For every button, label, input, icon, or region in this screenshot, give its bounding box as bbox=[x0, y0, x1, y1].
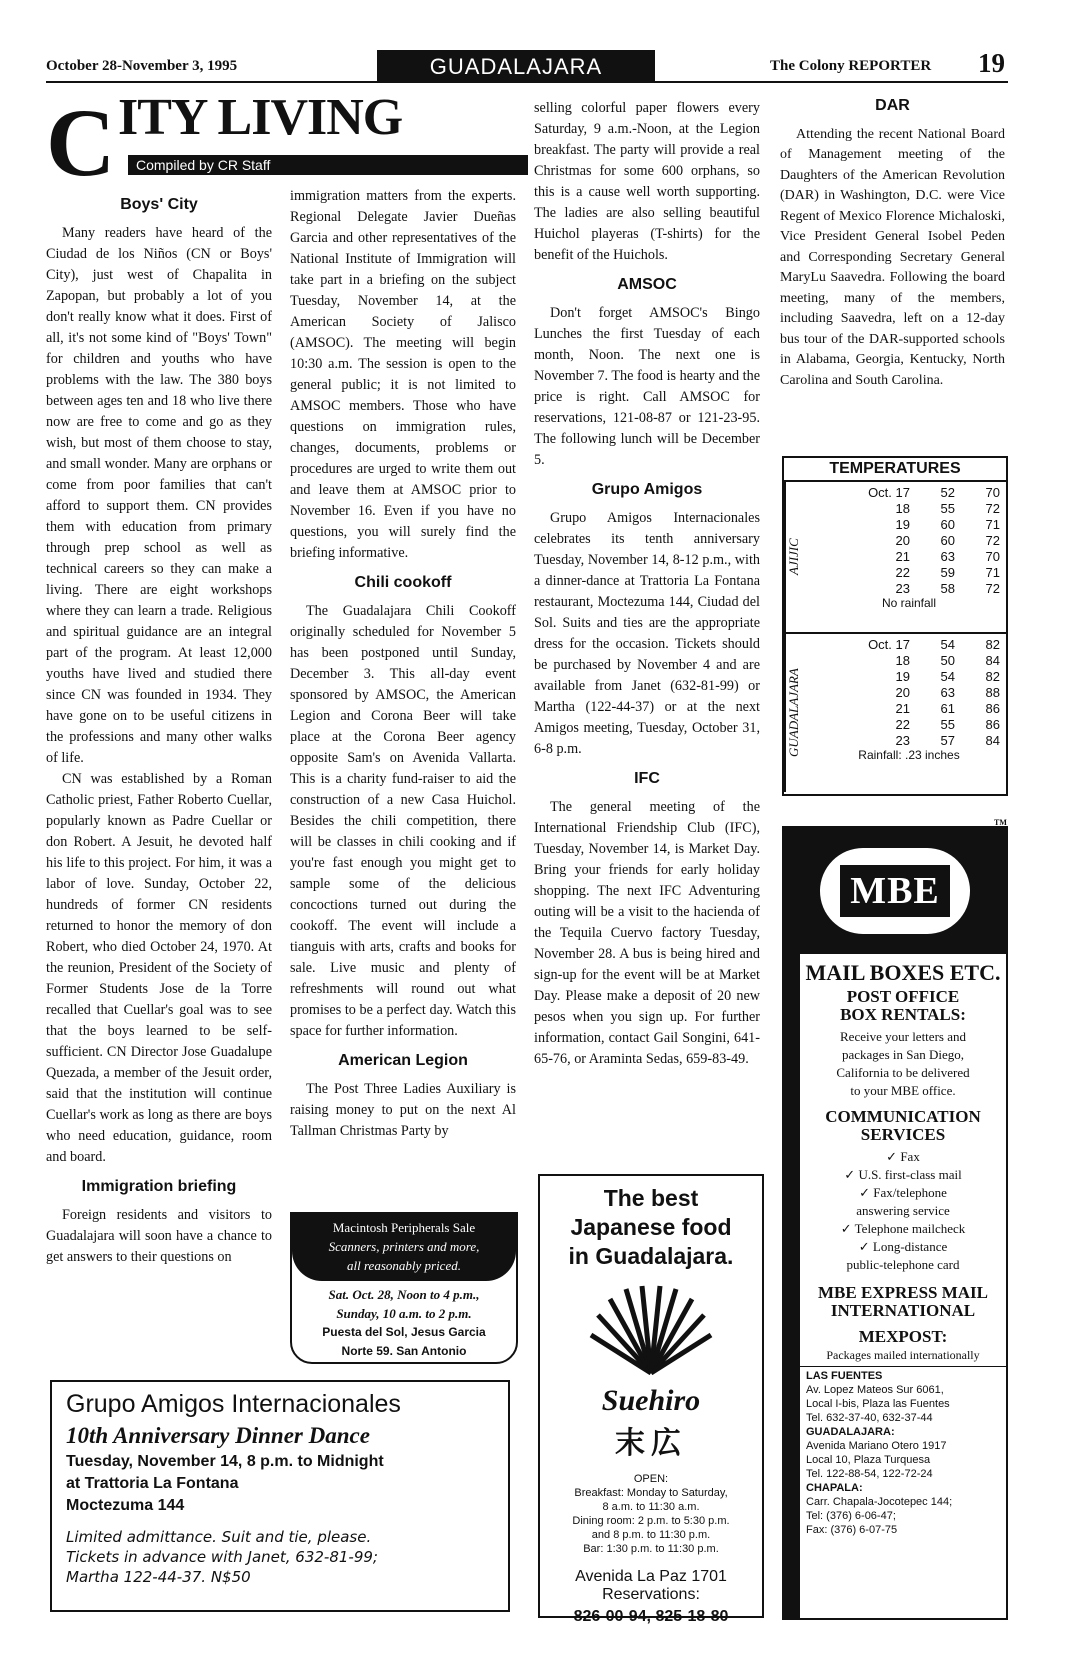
mbe-service: answering service bbox=[856, 1203, 950, 1218]
issue-date: October 28-November 3, 1995 bbox=[46, 58, 238, 74]
sushi-kanji: 末広 bbox=[615, 1427, 687, 1460]
mbe-service: public-telephone card bbox=[846, 1257, 960, 1272]
temperature-date: 23 bbox=[895, 580, 910, 596]
temperature-high: 70 bbox=[985, 484, 1000, 500]
temperature-high: 72 bbox=[985, 500, 1000, 516]
paragraph: CN was established by a Roman Catholic priest, Father Roberto Cuellar, popularly known as Padre Cuellar or don Robert. A Jesuit, he devoted half his life to this project. For him, it was a labor of love. Sunday, October 22, hundreds of former CN residents returned to honor the memory of don Robert, who died October 24, 1970. At the reunion, President of the Society of Former Students Jose de la Torre recalled that Cuellar's goal was to see that the boys learned to be self-sufficient. CN Director Jose Guadalupe Quezada, a member of the Jesuit order, said that the institution will continue Cuellar's work as long as there are boys who need education, guidance, room and board. bbox=[46, 771, 272, 1165]
grupo-ad-line: Tuesday, November 14, 8 p.m. to Midnight bbox=[66, 1453, 384, 1470]
hours-line: Bar: 1:30 p.m. to 11:30 p.m. bbox=[583, 1543, 719, 1555]
temperature-low: 54 bbox=[940, 668, 955, 684]
temperature-high: 70 bbox=[985, 548, 1000, 564]
temperature-high: 71 bbox=[985, 564, 1000, 580]
temperature-date: 18 bbox=[895, 500, 910, 516]
mac-ad-banner bbox=[292, 1214, 516, 1281]
temperature-date: 20 bbox=[895, 684, 910, 700]
section-title: ITY LIVING bbox=[118, 89, 403, 146]
header-rule bbox=[46, 81, 1008, 83]
mbe-head: MEXPOST: bbox=[858, 1327, 948, 1346]
mbe-service: ✓ Fax/telephone bbox=[859, 1185, 947, 1200]
hours-line: 8 a.m. to 11:30 a.m. bbox=[602, 1501, 700, 1513]
mbe-text: packages in San Diego, bbox=[841, 1047, 965, 1062]
heading-ifc: IFC bbox=[634, 770, 660, 787]
temperature-date: 18 bbox=[895, 652, 910, 668]
temperature-date: 22 bbox=[895, 564, 910, 580]
mbe-address-line: Tel: (376) 6-06-47; bbox=[806, 1510, 896, 1522]
sushi-head-line: in Guadalajara. bbox=[568, 1243, 734, 1269]
temperature-low: 55 bbox=[940, 716, 955, 732]
temperature-row bbox=[814, 484, 1004, 500]
temperature-row bbox=[814, 700, 1004, 716]
mbe-head: POST OFFICE bbox=[846, 987, 960, 1006]
grupo-ad-title: Grupo Amigos Internacionales bbox=[66, 1390, 401, 1418]
grupo-ad-italic bbox=[66, 1527, 494, 1587]
sushi-phones: 826-00-94, 825-18-80 bbox=[573, 1608, 729, 1625]
temperature-date: 21 bbox=[895, 700, 910, 716]
temperature-low: 58 bbox=[940, 580, 955, 596]
paragraph: Many readers have heard of the Ciudad de los Niños (CN or Boys' City), just west of Chapalita in Zapopan, but probably a lot of you don't really know what it does. First of all, it's not some kind of "Boys' Town" for children and youths who have problems with the law. The 380 boys between ages ten and 18 who live there now are free to come and go as they wish, but most of them choose to stay, and small wonder. Many are orphans or come from poor families that can't afford to support them. CN provides them with education from primary through prep school as well as technical careers so they can make a living. There are eight workshops where they can learn a trade. Religious and spiritual guidance are an integral part of the program. At least 12,000 youths have lived and studied there since CN was founded in 1934. They have gone on to be useful citizens in the professions and many other walks of life. bbox=[46, 225, 272, 766]
column-2 bbox=[290, 186, 516, 1142]
heading-chili: Chili cookoff bbox=[354, 574, 452, 591]
mbe-logo-band bbox=[784, 828, 1006, 954]
temperature-date: 20 bbox=[895, 532, 910, 548]
hours-line: Dining room: 2 p.m. to 5:30 p.m. bbox=[572, 1515, 730, 1527]
paragraph: immigration matters from the experts. Regional Delegate Javier Dueñas Garcia and other representatives of the National Institute of Immigration will take part in a briefing on the subject Tuesday, November 14, at the American Society of Jalisco (AMSOC). The meeting will begin 10:30 a.m. The session is open to the general public; it is not limited to AMSOC members. Those who have questions on immigration rules, changes, documents, problems or procedures are urged to write them out and leave them at AMSOC prior to November 16. Even if you have no questions, you will surely find the briefing informative. bbox=[290, 188, 516, 561]
mac-ad-line: Macintosh Peripherals Sale bbox=[332, 1220, 476, 1235]
mbe-address-line: Local 10, Plaza Turquesa bbox=[806, 1454, 931, 1466]
temperature-row bbox=[814, 732, 1004, 748]
mbe-text: Packages mailed internationally bbox=[800, 1346, 1006, 1367]
mbe-text: Receive your letters and bbox=[840, 1029, 966, 1044]
mbe-service: ✓ Fax bbox=[886, 1149, 920, 1164]
hours-line: Breakfast: Monday to Saturday, bbox=[574, 1487, 728, 1499]
heading-amsoc: AMSOC bbox=[617, 276, 677, 293]
mbe-branch: GUADALAJARA: bbox=[806, 1426, 895, 1438]
temperature-low: 57 bbox=[940, 732, 955, 748]
mbe-addresses bbox=[800, 1367, 1006, 1539]
column-4 bbox=[780, 96, 1005, 391]
temperature-high: 84 bbox=[985, 732, 1000, 748]
mbe-head: MBE EXPRESS MAIL bbox=[817, 1283, 989, 1302]
page-number: 19 bbox=[978, 48, 1005, 78]
temperature-low: 54 bbox=[940, 636, 955, 652]
ajijic-note: No rainfall bbox=[881, 596, 937, 610]
temperature-low: 63 bbox=[940, 684, 955, 700]
paragraph: The general meeting of the International Friendship Club (IFC), Tuesday, November 14, is Market Day. Bring your friends for early holiday shopping. The next IFC Adventuring outing will be a visit to the hacienda of the Tequila Cuervo factory Tuesday, November 28. A bus is being hired and sign-up for the event will be at Market Day. Please make a deposit of 20 new pesos when you sign up. For further information, contact Gail Songini, 641-65-76, or Araminta Sedas, 659-83-49. bbox=[534, 799, 760, 1067]
temperature-high: 82 bbox=[985, 636, 1000, 652]
temperature-row bbox=[814, 532, 1004, 548]
temperature-low: 50 bbox=[940, 652, 955, 668]
mbe-address-line: Tel. 122-88-54, 122-72-24 bbox=[806, 1468, 933, 1480]
guadalajara-block bbox=[784, 634, 1006, 792]
byline-bar: Compiled by CR Staff bbox=[128, 155, 528, 175]
sushi-head-line: Japanese food bbox=[570, 1214, 732, 1240]
ajijic-table bbox=[814, 484, 1004, 596]
temperature-high: 86 bbox=[985, 700, 1000, 716]
sushi-reservations: Reservations: bbox=[602, 1586, 700, 1603]
hours-line: and 8 p.m. to 11:30 p.m. bbox=[591, 1529, 711, 1541]
paragraph: Attending the recent National Board of Management meeting of the Daughters of the American Revolution (DAR) in Washington, D.C. were Vice Regent of Mexico Florence Michaloski, Vice President General Isobel Peden and Corresponding Secretary General MaryLu Saavedra. Following the board meeting, many of the members, including Saavedra, left on a 12-day bus tour of the DAR-supported schools in Alabama, Georgia, Kentucky, North Carolina and South Carolina. bbox=[780, 126, 1005, 388]
hours-line: OPEN: bbox=[633, 1473, 669, 1485]
temperature-low: 63 bbox=[940, 548, 955, 564]
mbe-logo bbox=[820, 848, 970, 934]
temperature-high: 84 bbox=[985, 652, 1000, 668]
temperature-low: 55 bbox=[940, 500, 955, 516]
mbe-address-line: Local I-bis, Plaza las Fuentes bbox=[806, 1398, 950, 1410]
temperature-date: 21 bbox=[895, 548, 910, 564]
mac-ad-line: Sat. Oct. 28, Noon to 4 p.m., bbox=[328, 1287, 480, 1302]
paragraph: Foreign residents and visitors to Guadalajara will soon have a chance to get answers to their questions on bbox=[46, 1207, 272, 1265]
grupo-ad-note: Tickets in advance with Janet, 632-81-99; bbox=[66, 1548, 378, 1566]
paragraph: Don't forget AMSOC's Bingo Lunches the first Tuesday of each month, Noon. The next one is November 7. The food is hearty and the price is right. Call AMSOC for reservations, 121-08-87 or 121-23-95. The following lunch will be December 5. bbox=[534, 305, 760, 468]
mbe-head: BOX RENTALS: bbox=[840, 1005, 966, 1024]
temperature-row bbox=[814, 716, 1004, 732]
mac-ad-line: Scanners, printers and more, bbox=[328, 1239, 480, 1254]
temperature-date: Oct. 17 bbox=[868, 636, 910, 652]
mbe-address-line: Fax: (376) 6-07-75 bbox=[806, 1524, 898, 1536]
temperature-row bbox=[814, 684, 1004, 700]
ajijic-block bbox=[784, 482, 1006, 634]
grupo-amigos-ad bbox=[50, 1380, 510, 1612]
grupo-ad-script: 10th Anniversary Dinner Dance bbox=[66, 1423, 370, 1448]
temperature-low: 52 bbox=[940, 484, 955, 500]
ajijic-label: AJIJIC bbox=[784, 482, 812, 632]
mac-ad-line: Norte 59. San Antonio bbox=[341, 1344, 467, 1358]
temperature-high: 88 bbox=[985, 684, 1000, 700]
ajijic-data bbox=[812, 482, 1006, 632]
sushi-head-line: The best bbox=[603, 1185, 699, 1211]
temperature-date: 23 bbox=[895, 732, 910, 748]
heading-boys-city: Boys' City bbox=[120, 196, 198, 213]
sushi-brand: Suehiro bbox=[601, 1384, 701, 1417]
paper-name: The Colony REPORTER bbox=[770, 58, 932, 74]
macintosh-ad bbox=[290, 1212, 518, 1364]
mbe-service: ✓ U.S. first-class mail bbox=[844, 1167, 962, 1182]
mbe-branch: CHAPALA: bbox=[806, 1482, 863, 1494]
section-banner: GUADALAJARA bbox=[377, 50, 655, 82]
heading-dar: DAR bbox=[875, 97, 910, 114]
temperature-row bbox=[814, 516, 1004, 532]
mac-ad-line: Sunday, 10 a.m. to 2 p.m. bbox=[336, 1306, 472, 1321]
paragraph: selling colorful paper flowers every Saturday, 9 a.m.-Noon, at the Legion breakfast. The party will provide a real Christmas for some 600 orphans, so this is a cause well worth supporting. The ladies are also selling beautiful Huichol playeras (T-shirts) for the benefit of the Huichols. bbox=[534, 100, 760, 263]
paragraph: The Post Three Ladies Auxiliary is raising money to put on the next Al Tallman Christmas Party by bbox=[290, 1081, 516, 1139]
grupo-ad-note: Martha 122-44-37. N$50 bbox=[66, 1568, 251, 1586]
sushi-hours bbox=[540, 1472, 762, 1556]
temperature-low: 60 bbox=[940, 532, 955, 548]
temperature-row bbox=[814, 500, 1004, 516]
mbe-service: ✓ Telephone mailcheck bbox=[840, 1221, 966, 1236]
mbe-head: INTERNATIONAL bbox=[830, 1301, 976, 1320]
temperature-row bbox=[814, 652, 1004, 668]
temperature-date: Oct. 17 bbox=[868, 484, 910, 500]
paragraph: Grupo Amigos Internacionales celebrates its tenth anniversary Tuesday, November 14, 8-12 p.m., with a dinner-dance at Trattoria La Fontana restaurant, Moctezuma 144, Ciudad del Sol. Suits and ties are the appropriate dress for the occasion. Tickets should be purchased by November 4 and are available from Janet (632-81-99) or Martha (122-44-37) or at the next Amigos meeting, Tuesday, October 31, 6-8 p.m. bbox=[534, 510, 760, 757]
temperature-row bbox=[814, 580, 1004, 596]
sushi-headline bbox=[540, 1184, 762, 1271]
fan-logo-icon bbox=[586, 1285, 716, 1375]
temperature-high: 86 bbox=[985, 716, 1000, 732]
column-1 bbox=[46, 186, 272, 1268]
mbe-text: to your MBE office. bbox=[850, 1083, 956, 1098]
temperature-date: 19 bbox=[895, 516, 910, 532]
mac-ad-line: all reasonably priced. bbox=[347, 1258, 461, 1273]
mbe-head: SERVICES bbox=[860, 1125, 946, 1144]
temperature-high: 72 bbox=[985, 532, 1000, 548]
column-3 bbox=[534, 98, 760, 1070]
paragraph: The Guadalajara Chili Cookoff originally scheduled for November 5 has been postponed until Sunday, December 3. This all-day event sponsored by AMSOC, the American Legion and Corona Beer will take place at the Corona Beer agency opposite Sam's on Avenida Vallarta. This is a charity fund-raiser to aid the construction of a new Casa Huichol. Besides the chili competition, there will be classes in chili cooking and if you're fast enough you might get to sample some of the delicious concoctions turned out during the cookoff. The event will include a tianguis with arts, crafts and books for sale. Live music and plenty of refreshments will round out what promises to be a perfect day. Watch this space for further information. bbox=[290, 603, 516, 1039]
temperature-row bbox=[814, 668, 1004, 684]
mbe-address-line: Tel. 632-37-40, 632-37-44 bbox=[806, 1412, 933, 1424]
mbe-body bbox=[784, 954, 1006, 1620]
temperature-low: 60 bbox=[940, 516, 955, 532]
heading-grupo: Grupo Amigos bbox=[591, 481, 703, 498]
temperatures-box bbox=[782, 456, 1008, 796]
mbe-name: MAIL BOXES ETC. bbox=[805, 960, 1001, 985]
guadalajara-data bbox=[812, 634, 1006, 792]
mbe-tm: TM bbox=[994, 818, 1007, 827]
suehiro-ad bbox=[538, 1174, 764, 1625]
temperatures-title: TEMPERATURES bbox=[784, 458, 1006, 482]
mbe-service: ✓ Long-distance bbox=[858, 1239, 948, 1254]
mbe-address-line: Carr. Chapala-Jocotepec 144; bbox=[806, 1496, 953, 1508]
temperature-date: 22 bbox=[895, 716, 910, 732]
temperature-high: 82 bbox=[985, 668, 1000, 684]
temperature-low: 59 bbox=[940, 564, 955, 580]
mbe-logo-text: MBE bbox=[840, 865, 950, 917]
heading-immigration: Immigration briefing bbox=[81, 1178, 237, 1195]
mbe-head: COMMUNICATION bbox=[825, 1107, 981, 1126]
temperature-high: 71 bbox=[985, 516, 1000, 532]
heading-legion: American Legion bbox=[338, 1052, 468, 1069]
sushi-address: Avenida La Paz 1701 bbox=[575, 1568, 727, 1585]
guadalajara-note: Rainfall: .23 inches bbox=[858, 748, 960, 762]
grupo-ad-note: Limited admittance. Suit and tie, please. bbox=[66, 1528, 372, 1546]
temperature-row bbox=[814, 636, 1004, 652]
temperature-row bbox=[814, 548, 1004, 564]
grupo-ad-line: at Trattoria La Fontana bbox=[66, 1475, 239, 1492]
mac-ad-line: Puesta del Sol, Jesus Garcia bbox=[322, 1325, 486, 1339]
mbe-branch: LAS FUENTES bbox=[806, 1370, 883, 1382]
guadalajara-label: GUADALAJARA bbox=[784, 634, 812, 792]
guadalajara-table bbox=[814, 636, 1004, 748]
title-initial: C bbox=[46, 89, 116, 196]
mbe-address-line: Avenida Mariano Otero 1917 bbox=[806, 1440, 947, 1452]
mbe-address-line: Av. Lopez Mateos Sur 6061, bbox=[806, 1384, 944, 1396]
temperature-low: 61 bbox=[940, 700, 955, 716]
grupo-ad-line: Moctezuma 144 bbox=[66, 1497, 185, 1514]
temperature-row bbox=[814, 564, 1004, 580]
temperature-date: 19 bbox=[895, 668, 910, 684]
mbe-ad bbox=[782, 826, 1008, 1620]
temperature-high: 72 bbox=[985, 580, 1000, 596]
mbe-text: California to be delivered bbox=[836, 1065, 970, 1080]
